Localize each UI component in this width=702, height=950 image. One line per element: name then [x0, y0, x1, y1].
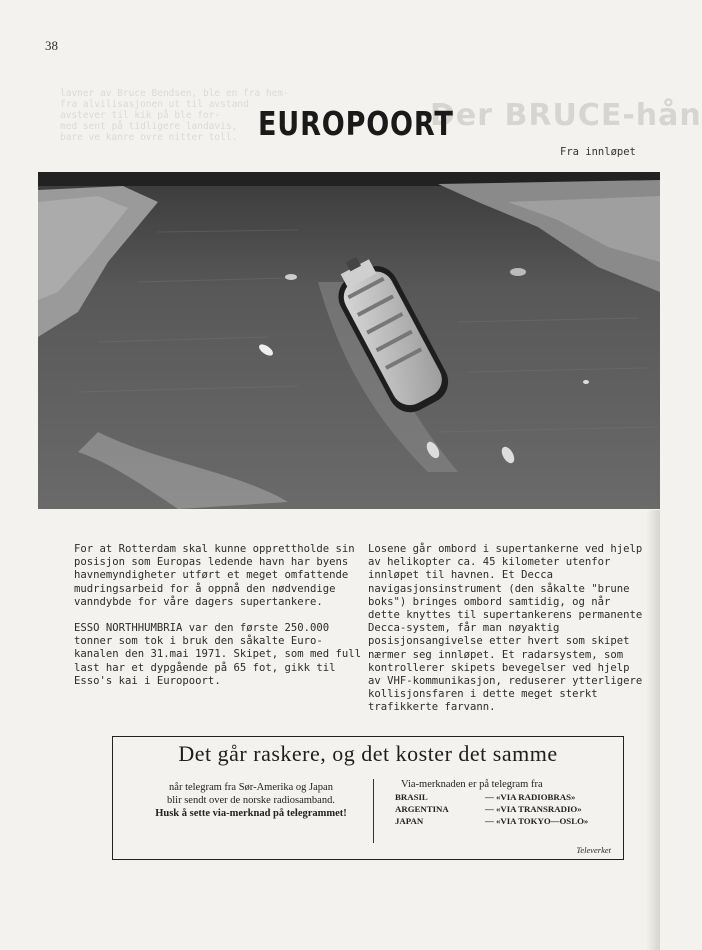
ad-routes-lead: Via-merknaden er på telegram fra: [401, 779, 543, 790]
ad-line: blir sendt over de norske radiosamband.: [167, 795, 335, 806]
route-row: [395, 791, 615, 803]
article-left-column: [74, 543, 362, 701]
page-number: 38: [45, 38, 58, 53]
ad-line-emphasis: Husk å sette via-merknad på telegrammet!: [155, 808, 347, 819]
ad-routes: [395, 779, 615, 827]
route-row: [395, 815, 615, 827]
bleedthrough-line: lavner av Bruce Bendsen, ble en fra hem-: [60, 88, 289, 99]
bleedthrough-line: avstever til kik på ble for-: [60, 110, 221, 121]
bleedthrough-line: bare ve kanre ovre nitter toll.: [60, 132, 238, 143]
page-title: EUROPOORT: [258, 104, 454, 143]
bleedthrough-line: fra alvilisasjonen ut til avstand: [60, 99, 249, 110]
route-country: JAPAN: [395, 816, 424, 826]
photo-illustration: [38, 172, 660, 509]
route-country: BRASIL: [395, 792, 428, 802]
ad-headline: Det går raskere, og det koster det samme: [178, 741, 558, 766]
photo-caption: Fra innløpet: [560, 146, 636, 158]
ad-divider: [373, 779, 374, 843]
ad-left-text: [131, 781, 371, 820]
scan-edge-shadow: [646, 510, 660, 950]
route-country: ARGENTINA: [395, 804, 449, 814]
televerket-advertisement: [112, 736, 624, 860]
aerial-photo-supertanker: [38, 172, 660, 509]
route-row: [395, 803, 615, 815]
article-paragraph: Losene går ombord i supertankerne ved hjelp av helikopter ca. 45 kilometer utenfor innløpet til havnen. Et Decca navigasjonsinstrument (den såkalte "brune boks") bringes ombord samtidig, og når dette knyttes til supertankerens permanente Decca-system, får man nøyaktig posisjonsangivelse etter hvert som skipet nærmer seg innløpet. Et radarsystem, som kontrollerer skipets bevegelser ved hjelp av VHF-kommunikasjon, reduserer ytterligere kollisjonsfaren i dette meget sterkt trafikkerte farvann.: [368, 543, 643, 714]
bleedthrough-line: med sent på tidligere landavis,: [60, 121, 238, 132]
article-paragraph: For at Rotterdam skal kunne opprettholde sin posisjon som Europas ledende havn har byens havnemyndigheter utført et meget omfattende mudringsarbeid for å oppnå den nødvendige vanndybde for våre dagers supertankere.: [74, 543, 355, 608]
route-via: — «VIA TOKYO—OSLO»: [485, 816, 589, 826]
route-via: — «VIA TRANSRADIO»: [485, 804, 582, 814]
route-via: — «VIA RADIOBRAS»: [485, 792, 576, 802]
article-right-column: [368, 543, 648, 728]
article-paragraph: ESSO NORTHHUMBRIA var den første 250.000 tonner som tok i bruk den såkalte Euro-kanalen den 31.mai 1971. Skipet, som med full last har et dypgående på 65 fot, gikk til Esso's kai i Europoort.: [74, 622, 362, 687]
ad-line: når telegram fra Sør-Amerika og Japan: [169, 782, 333, 793]
bleedthrough-title: Der BRUCE-hån: [430, 98, 702, 133]
ad-brand: Televerket: [576, 845, 611, 855]
